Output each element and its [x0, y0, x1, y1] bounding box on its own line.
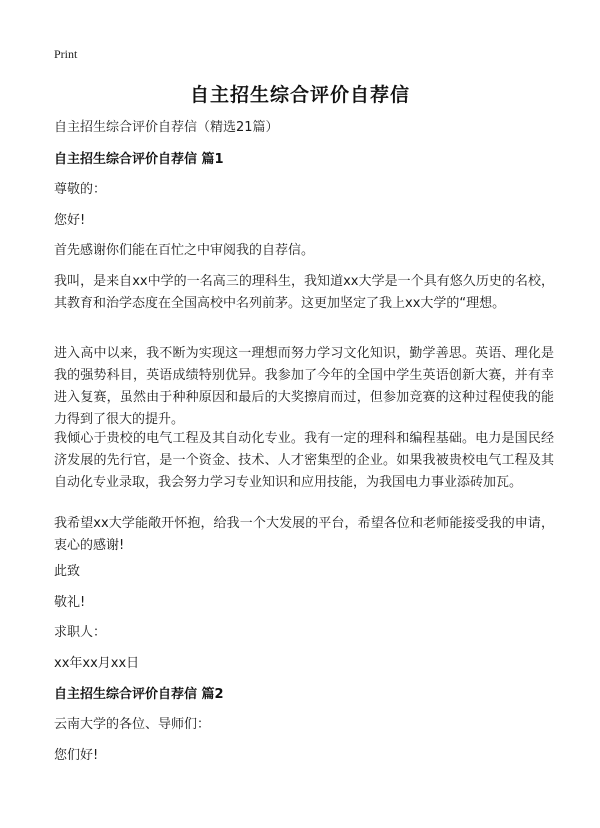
- section2-salutation: 云南大学的各位、导师们：: [54, 717, 211, 732]
- document-subtitle: 自主招生综合评价自荐信（精选21篇）: [54, 120, 279, 135]
- print-link[interactable]: Print: [54, 47, 78, 61]
- section1-paragraph-4: 我倾心于贵校的电气工程及其自动化专业。我有一定的理科和编程基础。电力是国民经济发展的先行官，是一个资金、技术、人才密集型的企业。如果我被贵校电气工程及其自动化专业录取，我会努力学习专业知识和应用技能，为我国电力事业添砖加瓦。: [54, 431, 554, 490]
- section2-heading: 自主招生综合评价自荐信 篇2: [54, 687, 224, 702]
- section1-closing: 此致: [54, 564, 81, 579]
- section1-paragraph-3: 进入高中以来，我不断为实现这一理想而努力学习文化知识，勤学善思。英语、理化是我的强势科目，英语成绩特别优异。我参加了今年的全国中学生英语创新大赛，并有幸进入复赛，虽然由于种种原因和最后的大奖擦肩而过，但参加竞赛的这种过程使我的能力得到了很大的提升。: [54, 346, 554, 427]
- section1-greeting: 您好!: [54, 213, 86, 228]
- section2-greeting: 您们好!: [54, 748, 99, 763]
- section1-date: xx年xx月xx日: [54, 656, 140, 671]
- section1-salutation: 尊敬的：: [54, 182, 107, 197]
- section1-regards: 敬礼!: [54, 595, 86, 610]
- document-title: 自主招生综合评价自荐信: [189, 84, 410, 106]
- section1-paragraph-2: 我叫，是来自xx中学的一名高三的理科生，我知道xx大学是一个具有悠久历史的名校，其教育和治学态度在全国高校中名列前茅。这更加坚定了我上xx大学的“理想。: [54, 274, 554, 311]
- section1-paragraph-5: 我希望xx大学能敞开怀抱，给我一个大发展的平台，希望各位和老师能接受我的申请，衷心的感谢!: [54, 516, 554, 553]
- section1-heading: 自主招生综合评价自荐信 篇1: [54, 152, 224, 167]
- section1-paragraph-1: 首先感谢你们能在百忙之中审阅我的自荐信。: [54, 243, 315, 258]
- section1-applicant: 求职人：: [54, 625, 107, 640]
